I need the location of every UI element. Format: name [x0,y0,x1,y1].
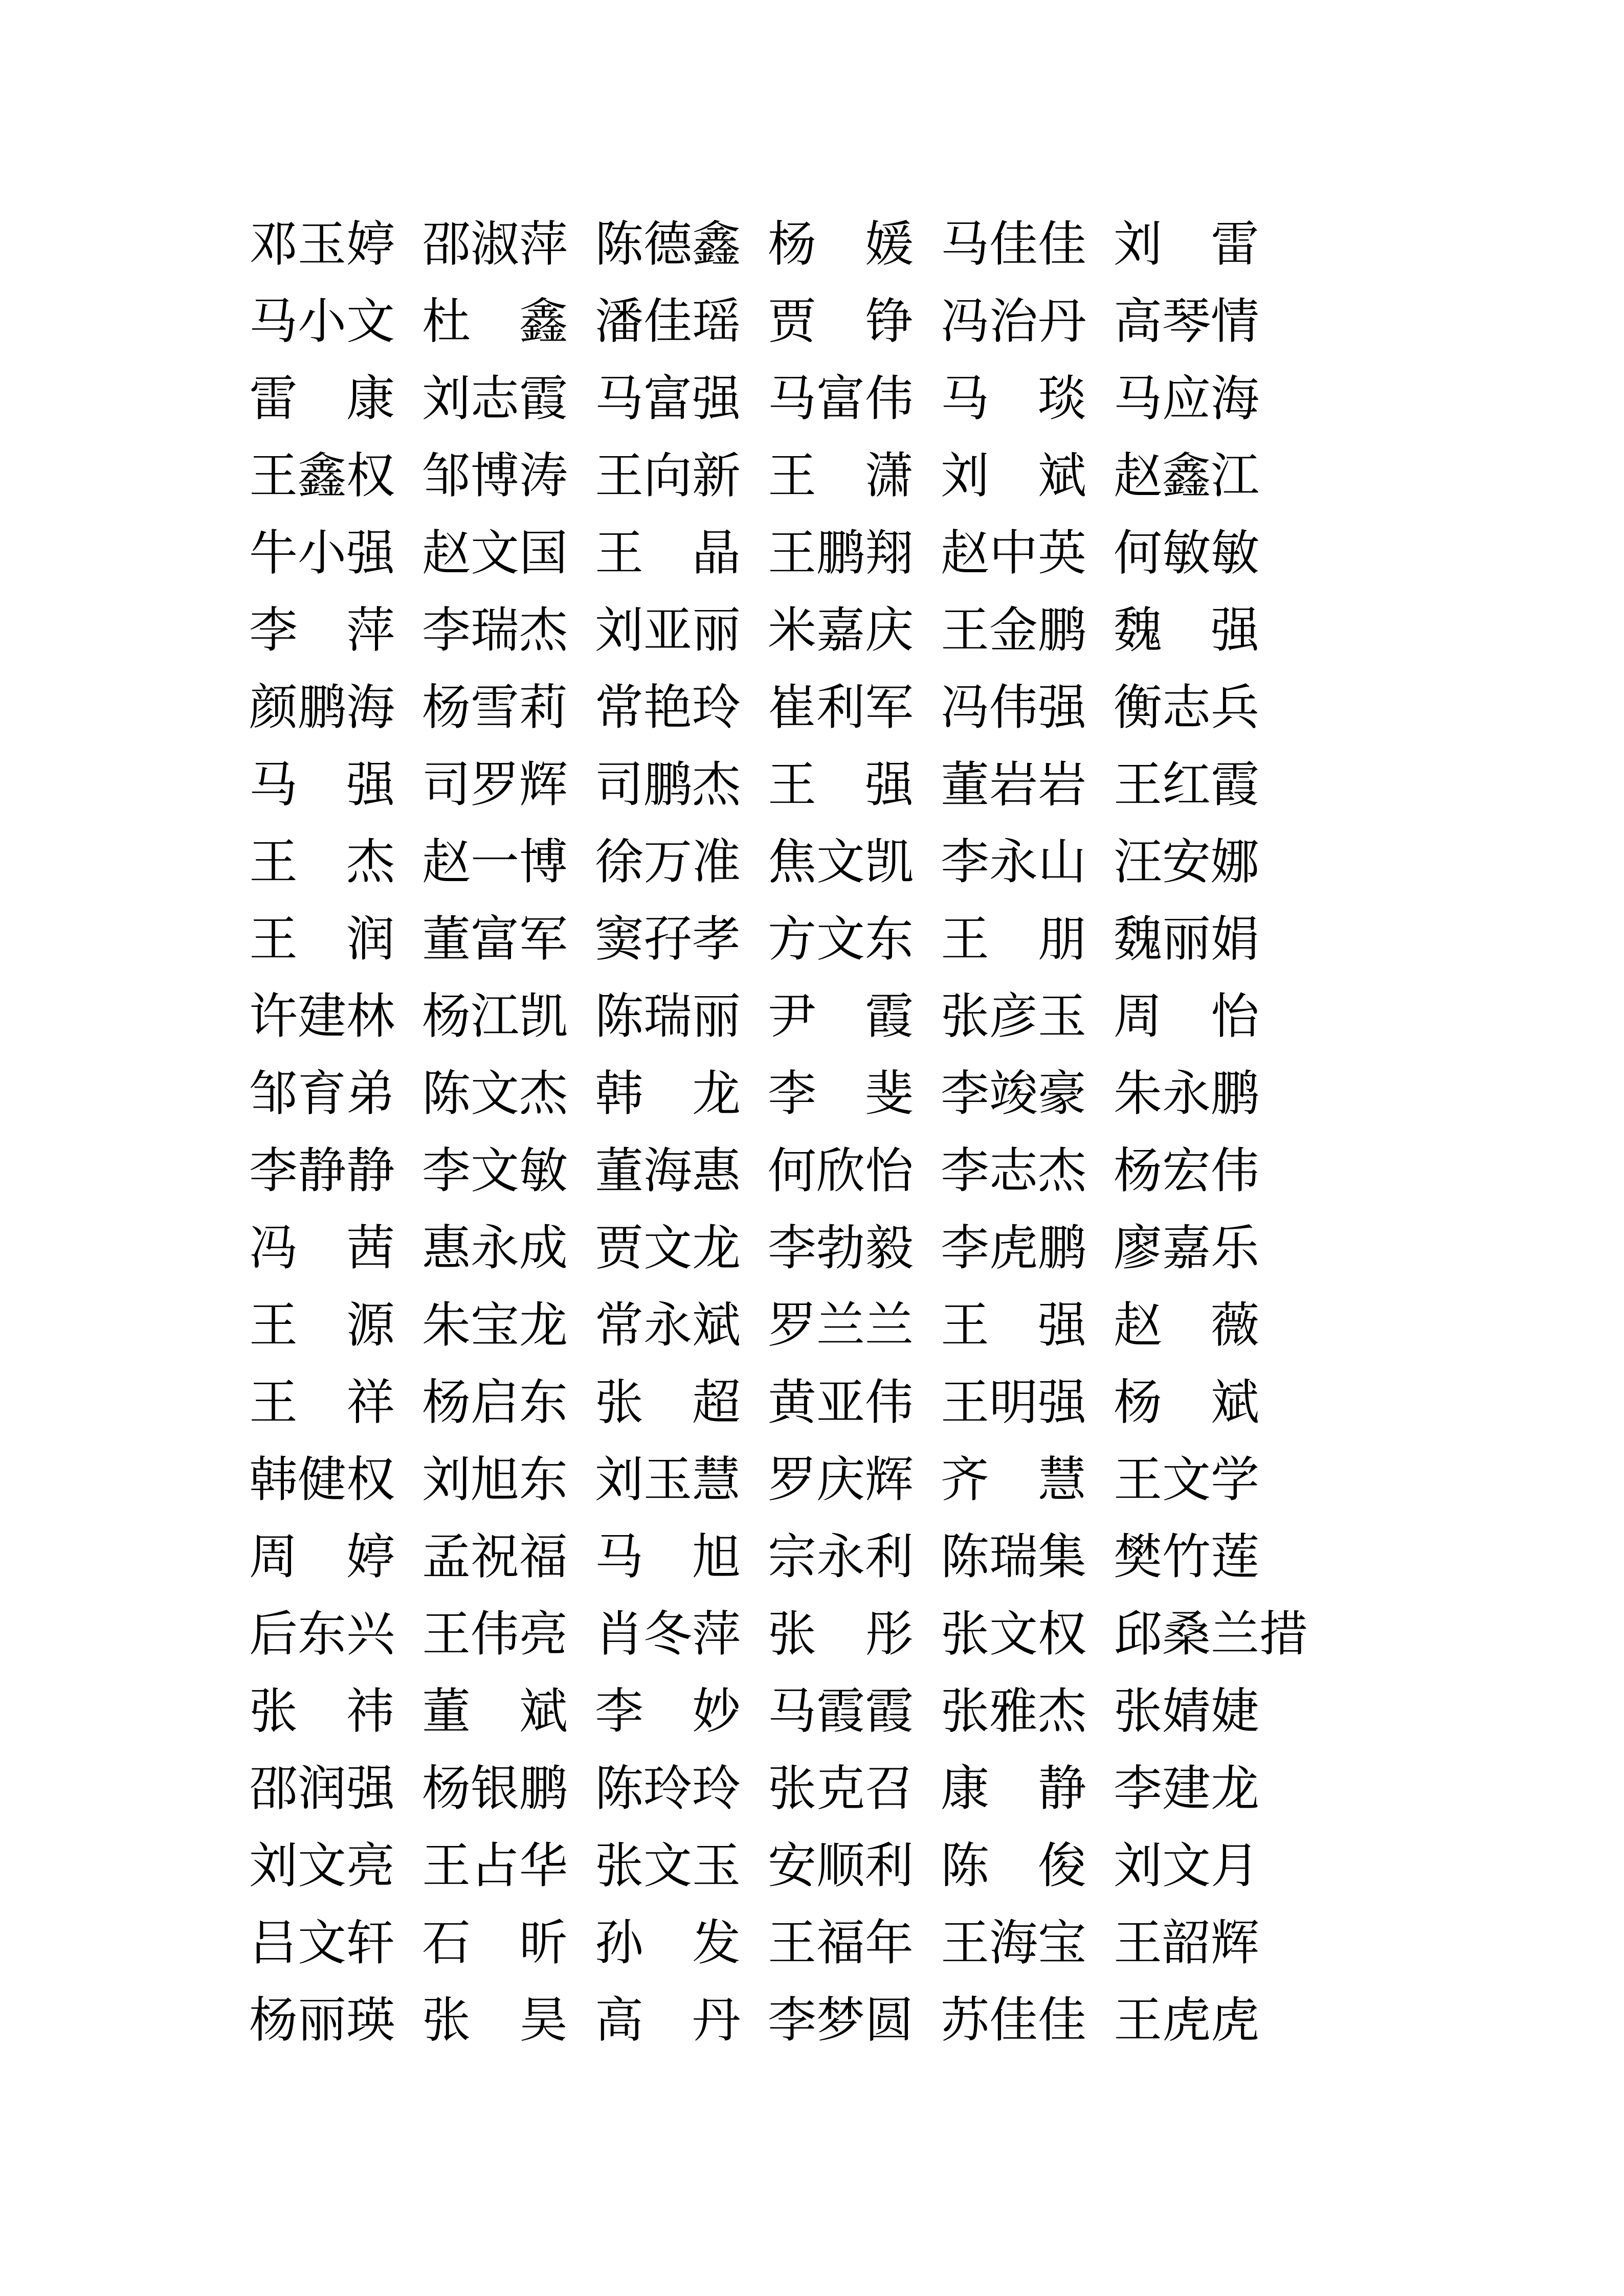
name-row [249,295,1260,349]
name-cell: 魏 强 [1114,603,1260,658]
name-cell: 马霞霞 [768,1684,914,1739]
name-cell: 周 怡 [1114,989,1260,1044]
name-cell: 司鹏杰 [595,758,741,812]
name-cell: 王 杰 [249,835,395,889]
name-cell: 方文东 [768,912,914,966]
name-cell: 董海惠 [595,1144,741,1198]
name-row [249,681,1260,735]
name-cell: 张婧婕 [1114,1684,1260,1739]
name-cell: 朱宝龙 [422,1298,568,1353]
name-cell: 刘文月 [1114,1839,1260,1893]
name-cell: 李 萍 [249,603,395,658]
name-cell: 王文学 [1114,1453,1260,1507]
name-cell: 李永山 [941,835,1087,889]
name-cell: 赵文国 [422,526,568,580]
name-row [249,1376,1260,1430]
name-cell: 邹育弟 [249,1067,395,1121]
name-row [249,1067,1260,1121]
name-cell: 邓玉婷 [249,217,395,272]
name-cell: 杨宏伟 [1114,1144,1260,1198]
name-row [249,1453,1260,1507]
name-cell: 王 润 [249,912,395,966]
name-cell: 孙 发 [595,1916,741,1970]
name-cell: 张文玉 [595,1839,741,1893]
name-cell: 刘亚丽 [595,603,741,658]
name-cell: 廖嘉乐 [1114,1221,1260,1275]
name-cell: 徐万准 [595,835,741,889]
name-cell: 陈文杰 [422,1067,568,1121]
name-cell: 董 斌 [422,1684,568,1739]
name-cell: 窦孖孝 [595,912,741,966]
name-cell: 高琴情 [1114,295,1260,349]
name-cell: 邵淑萍 [422,217,568,272]
name-cell: 董富军 [422,912,568,966]
name-cell: 罗兰兰 [768,1298,914,1353]
name-cell: 杨启东 [422,1376,568,1430]
name-cell: 司罗辉 [422,758,568,812]
name-cell: 后东兴 [249,1607,395,1661]
name-cell: 王 源 [249,1298,395,1353]
name-cell: 苏佳佳 [941,1993,1087,2047]
name-cell: 马应海 [1114,372,1260,426]
name-cell: 杨江凯 [422,989,568,1044]
name-cell: 王 强 [768,758,914,812]
name-row [249,1839,1260,1893]
name-cell: 刘文亮 [249,1839,395,1893]
name-row [249,835,1260,889]
name-row [249,526,1260,580]
name-cell: 康 静 [941,1762,1087,1816]
name-cell: 邱桑兰措 [1114,1607,1308,1661]
name-cell: 常艳玲 [595,681,741,735]
name-cell: 尹 霞 [768,989,914,1044]
name-cell: 陈瑞丽 [595,989,741,1044]
name-cell: 王 祥 [249,1376,395,1430]
name-cell: 米嘉庆 [768,603,914,658]
name-row [249,758,1260,812]
name-cell: 张 超 [595,1376,741,1430]
name-cell: 韩 龙 [595,1067,741,1121]
name-cell: 高 丹 [595,1993,741,2047]
name-cell: 王 晶 [595,526,741,580]
name-row [249,449,1260,503]
name-cell: 张克召 [768,1762,914,1816]
name-cell: 许建林 [249,989,395,1044]
name-row [249,1221,1260,1275]
name-row [249,372,1260,426]
name-cell: 邵润强 [249,1762,395,1816]
name-cell: 王 强 [941,1298,1087,1353]
name-cell: 牛小强 [249,526,395,580]
name-cell: 马富强 [595,372,741,426]
name-cell: 李静静 [249,1144,395,1198]
name-cell: 雷 康 [249,372,395,426]
name-cell: 李虎鹏 [941,1221,1087,1275]
name-cell: 冯 茜 [249,1221,395,1275]
name-row [249,603,1260,658]
name-cell: 李梦圆 [768,1993,914,2047]
name-cell: 王 潇 [768,449,914,503]
name-cell: 马佳佳 [941,217,1087,272]
name-cell: 杨雪莉 [422,681,568,735]
name-cell: 王伟亮 [422,1607,568,1661]
name-cell: 王鹏翔 [768,526,914,580]
name-cell: 崔利军 [768,681,914,735]
name-cell: 马富伟 [768,372,914,426]
name-cell: 惠永成 [422,1221,568,1275]
name-cell: 王占华 [422,1839,568,1893]
name-row [249,1762,1260,1816]
name-cell: 周 婷 [249,1530,395,1584]
name-row [249,1684,1260,1739]
name-cell: 李 妙 [595,1684,741,1739]
name-cell: 李 斐 [768,1067,914,1121]
name-cell: 何欣怡 [768,1144,914,1198]
name-cell: 马小文 [249,295,395,349]
name-cell: 陈 俊 [941,1839,1087,1893]
name-cell: 李瑞杰 [422,603,568,658]
name-cell: 陈玲玲 [595,1762,741,1816]
name-cell: 杜 鑫 [422,295,568,349]
name-cell: 王明强 [941,1376,1087,1430]
name-cell: 马 旭 [595,1530,741,1584]
name-cell: 常永斌 [595,1298,741,1353]
name-row [249,1530,1260,1584]
name-cell: 樊竹莲 [1114,1530,1260,1584]
name-cell: 王红霞 [1114,758,1260,812]
name-cell: 冯治丹 [941,295,1087,349]
name-cell: 杨 媛 [768,217,914,272]
name-cell: 张文权 [941,1607,1087,1661]
name-cell: 贾 铮 [768,295,914,349]
name-cell: 赵中英 [941,526,1087,580]
name-cell: 冯伟强 [941,681,1087,735]
name-cell: 韩健权 [249,1453,395,1507]
name-row [249,1993,1260,2047]
name-cell: 宗永利 [768,1530,914,1584]
name-cell: 王鑫权 [249,449,395,503]
name-cell: 陈瑞集 [941,1530,1087,1584]
name-cell: 陈德鑫 [595,217,741,272]
name-cell: 王金鹏 [941,603,1087,658]
name-cell: 张 昊 [422,1993,568,2047]
name-row [249,912,1260,966]
name-cell: 杨丽瑛 [249,1993,395,2047]
name-cell: 吕文轩 [249,1916,395,1970]
name-cell: 王向新 [595,449,741,503]
name-cell: 马 强 [249,758,395,812]
name-cell: 赵一博 [422,835,568,889]
name-cell: 何敏敏 [1114,526,1260,580]
name-cell: 李竣豪 [941,1067,1087,1121]
name-cell: 黄亚伟 [768,1376,914,1430]
name-cell: 张雅杰 [941,1684,1087,1739]
name-row [249,1607,1308,1661]
name-cell: 刘 雷 [1114,217,1260,272]
name-cell: 王韶辉 [1114,1916,1260,1970]
name-cell: 肖冬萍 [595,1607,741,1661]
name-cell: 刘 斌 [941,449,1087,503]
name-cell: 汪安娜 [1114,835,1260,889]
name-row [249,1146,1260,1196]
name-cell: 李文敏 [422,1144,568,1198]
name-cell: 李勃毅 [768,1221,914,1275]
name-cell: 朱永鹏 [1114,1067,1260,1121]
name-cell: 王 朋 [941,912,1087,966]
name-cell: 张彦玉 [941,989,1087,1044]
name-cell: 张 祎 [249,1684,395,1739]
name-cell: 张 彤 [768,1607,914,1661]
name-cell: 赵鑫江 [1114,449,1260,503]
name-cell: 刘志霞 [422,372,568,426]
name-cell: 刘玉慧 [595,1453,741,1507]
name-cell: 李志杰 [941,1144,1087,1198]
name-cell: 李建龙 [1114,1762,1260,1816]
name-cell: 邹博涛 [422,449,568,503]
name-cell: 刘旭东 [422,1453,568,1507]
name-row [249,217,1260,272]
name-cell: 齐 慧 [941,1453,1087,1507]
name-row [249,989,1260,1044]
name-cell: 董岩岩 [941,758,1087,812]
name-cell: 王福年 [768,1916,914,1970]
name-cell: 魏丽娟 [1114,912,1260,966]
name-cell: 贾文龙 [595,1221,741,1275]
name-cell: 石 昕 [422,1916,568,1970]
name-cell: 潘佳瑶 [595,295,741,349]
name-cell: 安顺利 [768,1839,914,1893]
name-row [249,1298,1260,1353]
name-grid [249,217,1308,2073]
name-cell: 王海宝 [941,1916,1087,1970]
name-cell: 颜鹏海 [249,681,395,735]
name-cell: 杨 斌 [1114,1376,1260,1430]
name-cell: 衡志兵 [1114,681,1260,735]
name-cell: 焦文凯 [768,835,914,889]
name-cell: 马 琰 [941,372,1087,426]
name-cell: 孟祝福 [422,1530,568,1584]
name-cell: 罗庆辉 [768,1453,914,1507]
name-cell: 杨银鹏 [422,1762,568,1816]
name-cell: 王虎虎 [1114,1993,1260,2047]
name-cell: 赵 薇 [1114,1298,1260,1353]
name-row [249,1916,1260,1970]
